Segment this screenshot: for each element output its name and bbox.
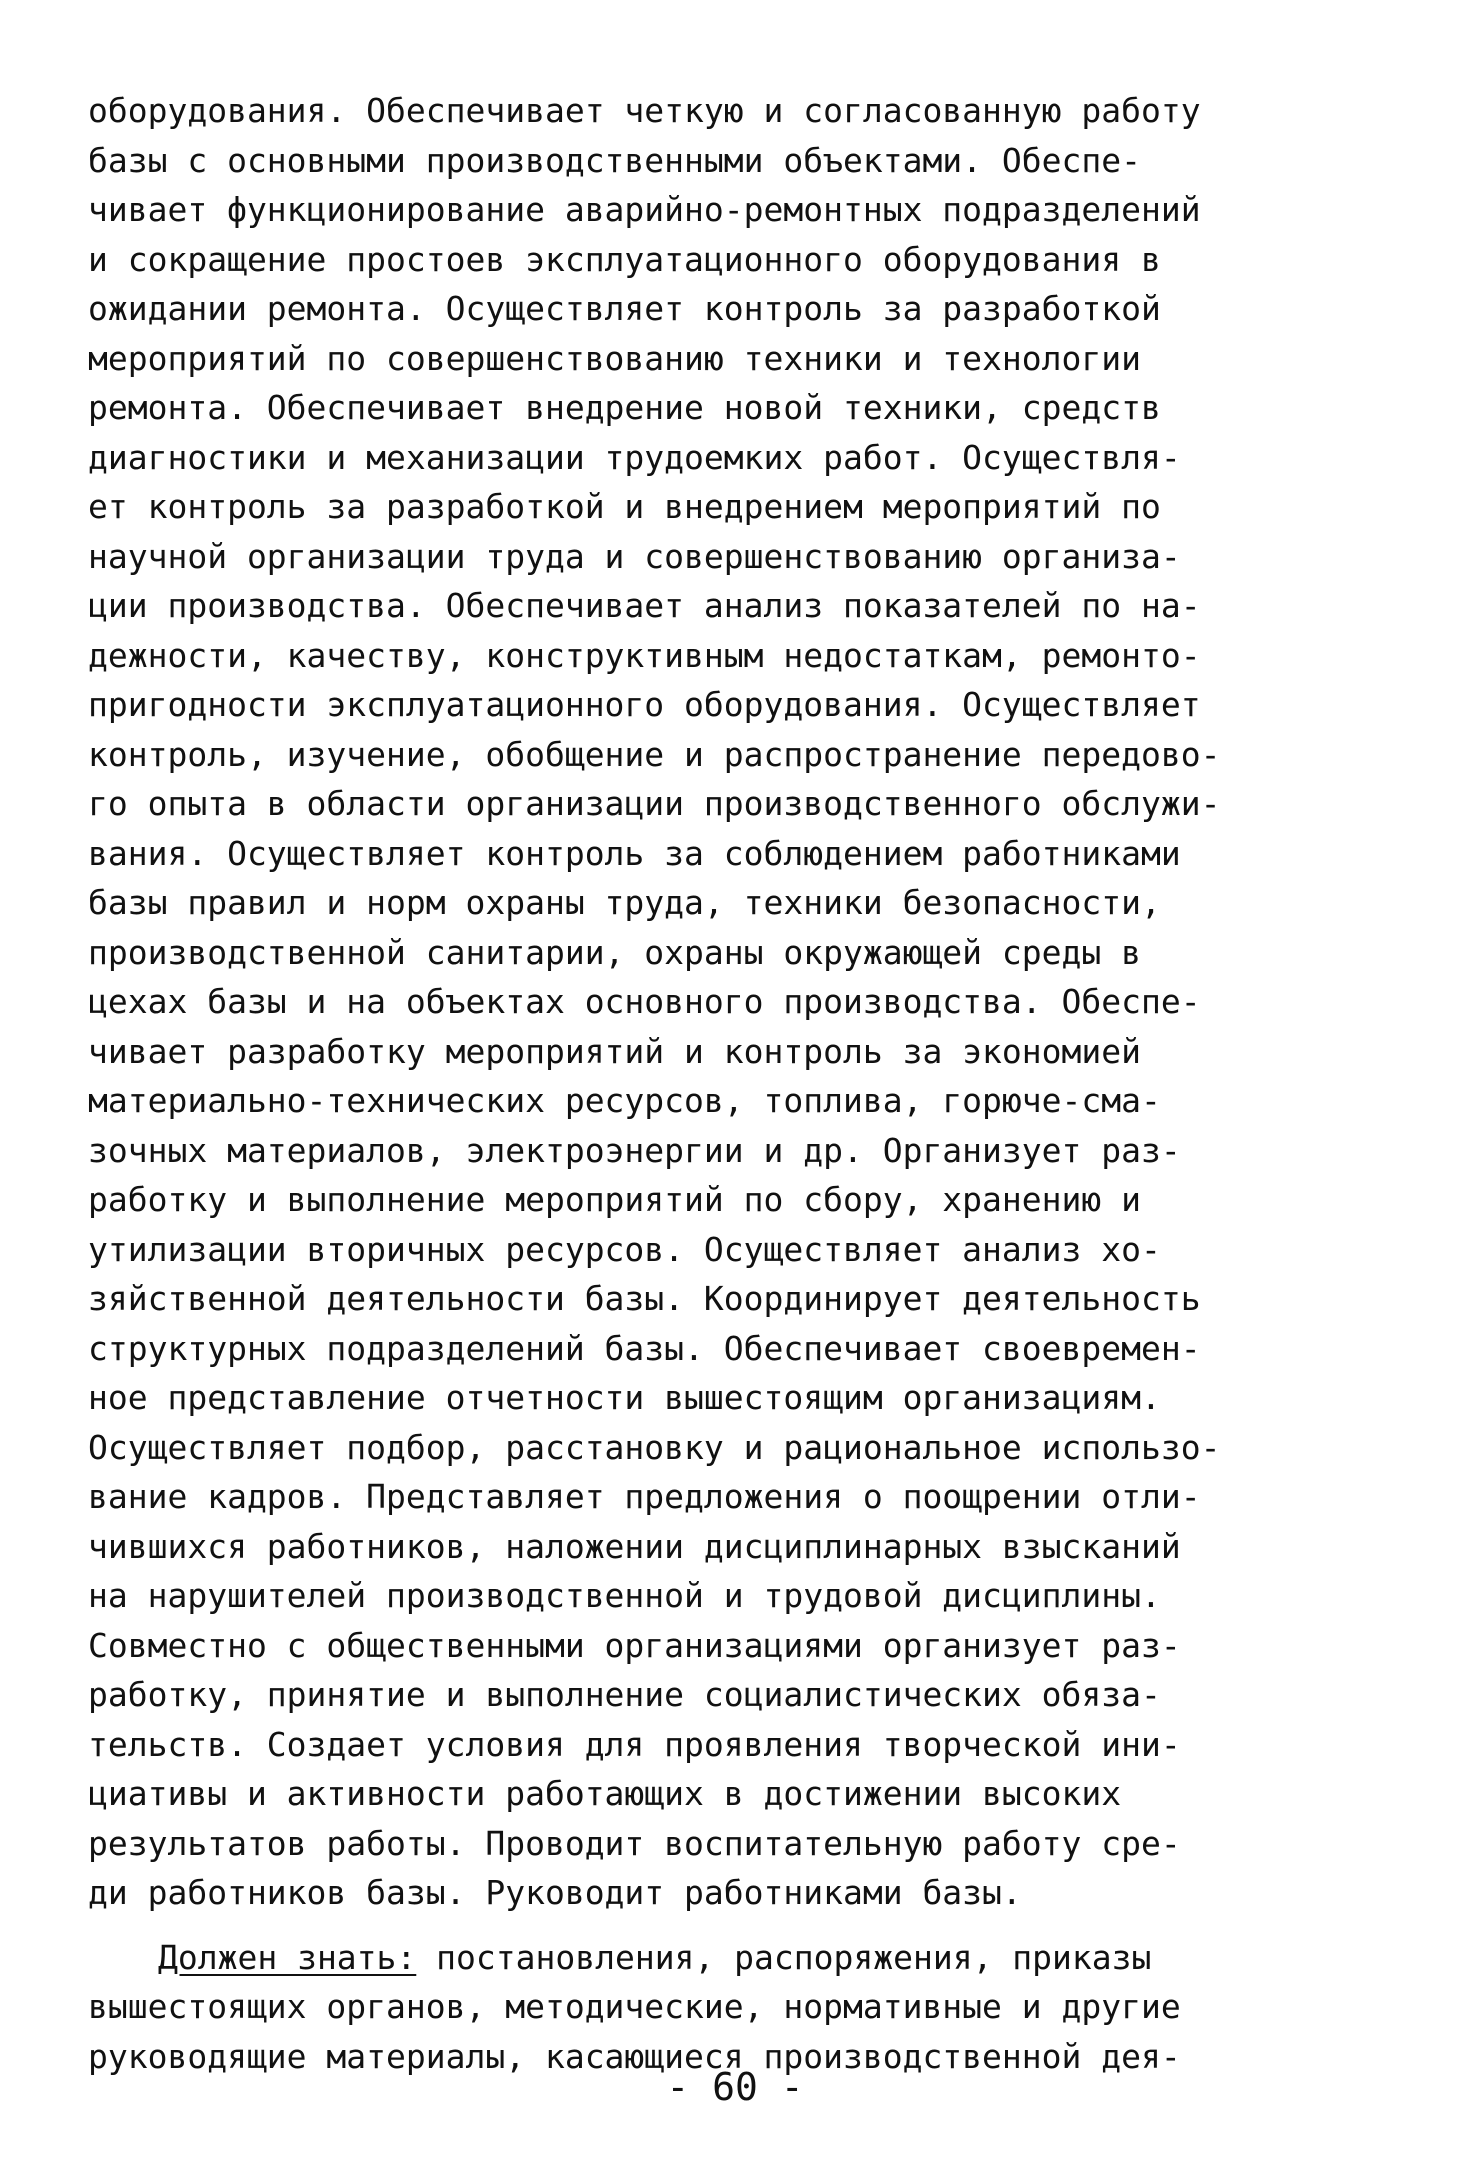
text-line: научной организации труда и совершенствованию организа- [88, 536, 1181, 576]
text-line: ди работников базы. Руководит работниками базы. [88, 1873, 1022, 1912]
text-line: производственной санитарии, охраны окружающей среды в [88, 932, 1141, 972]
text-line: зяйственной деятельности базы. Координирует деятельность [88, 1279, 1201, 1318]
text-line: работку и выполнение мероприятий по сбору, хранению и [88, 1180, 1141, 1219]
text-line: базы с основными производственными объектами. Обеспе- [88, 140, 1141, 180]
paragraph-2 [88, 1933, 1418, 2082]
text-line: и сокращение простоев эксплуатационного оборудования в [88, 239, 1161, 279]
text-line: чившихся работников, наложении дисциплинарных взысканий [88, 1526, 1181, 1566]
text-line: результатов работы. Проводит воспитательную работу сре- [88, 1823, 1181, 1863]
text-line: контроль, изучение, обобщение и распространение передово- [88, 734, 1221, 774]
text-line: зочных материалов, электроэнергии и др. Организует раз- [88, 1130, 1181, 1170]
text-line: структурных подразделений базы. Обеспечивает своевремен- [88, 1328, 1201, 1368]
text-line: чивает разработку мероприятий и контроль за экономией [88, 1031, 1141, 1071]
text-line: циативы и активности работающих в достижении высоких [88, 1774, 1122, 1813]
text-line: руководящие материалы, касающиеся производственной дея- [88, 2036, 1181, 2076]
text-line: на нарушителей производственной и трудовой дисциплины. [88, 1576, 1161, 1615]
text-line: вание кадров. Представляет предложения о поощрении отли- [88, 1477, 1201, 1516]
page-number: - 60 - [666, 2065, 804, 2109]
section-heading: Должен знать: [158, 1937, 417, 1977]
text-line: го опыта в области организации производственного обслужи- [88, 784, 1221, 823]
text-line: Совместно с общественными организациями организует раз- [88, 1625, 1181, 1665]
heading-continuation: постановления, распоряжения, приказы [416, 1937, 1152, 1977]
text-line: чивает функционирование аварийно-ремонтных подразделений [88, 190, 1201, 229]
text-line: материально-технических ресурсов, топлива, горюче-сма- [88, 1081, 1161, 1120]
text-line: ции производства. Обеспечивает анализ показателей по на- [88, 586, 1201, 625]
text-line [88, 1933, 1418, 1983]
text-line: ное представление отчетности вышестоящим организациям. [88, 1378, 1161, 1417]
paragraph-gap [88, 1918, 1418, 1933]
text-line: цехах базы и на объектах основного производства. Обеспе- [88, 982, 1201, 1021]
text-line: тельств. Создает условия для проявления творческой ини- [88, 1724, 1181, 1764]
paragraph-1 [88, 86, 1418, 1918]
text-line: Осуществляет подбор, расстановку и рациональное использо- [88, 1427, 1221, 1467]
text-line: ет контроль за разработкой и внедрением мероприятий по [88, 487, 1161, 526]
text-line: оборудования. Обеспечивает четкую и согласованную работу [88, 91, 1201, 130]
text-line: утилизации вторичных ресурсов. Осуществляет анализ хо- [88, 1229, 1161, 1269]
text-line: пригодности эксплуатационного оборудования. Осуществляет [88, 685, 1201, 724]
text-line: базы правил и норм охраны труда, техники безопасности, [88, 883, 1161, 922]
text-line: вания. Осуществляет контроль за соблюдением работниками [88, 833, 1181, 873]
text-line: дежности, качеству, конструктивным недостаткам, ремонто- [88, 635, 1201, 675]
text-line: диагностики и механизации трудоемких работ. Осуществля- [88, 437, 1181, 477]
text-line: ожидании ремонта. Осуществляет контроль за разработкой [88, 289, 1161, 328]
body-text [88, 86, 1418, 2081]
text-line: работку, принятие и выполнение социалистических обяза- [88, 1675, 1161, 1714]
text-line: ремонта. Обеспечивает внедрение новой техники, средств [88, 388, 1161, 427]
text-line: мероприятий по совершенствованию техники и технологии [88, 338, 1141, 378]
text-line: вышестоящих органов, методические, нормативные и другие [88, 1987, 1181, 2026]
